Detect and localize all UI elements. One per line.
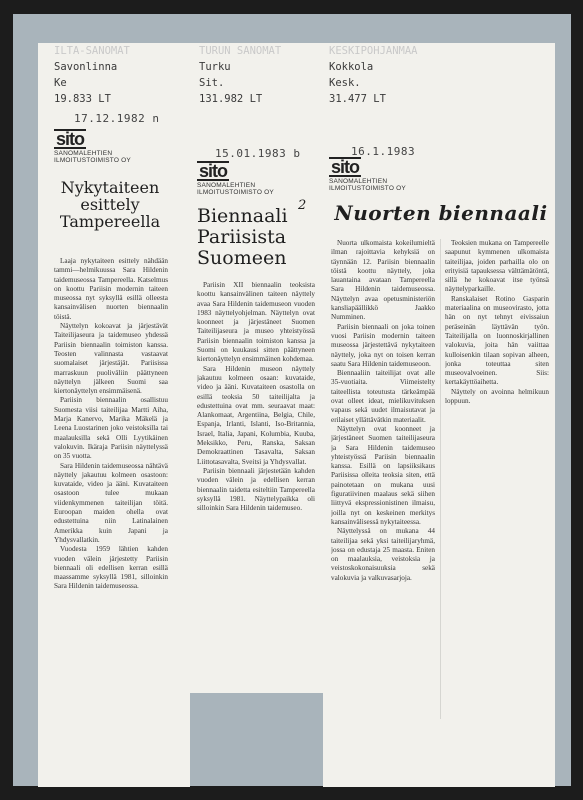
logo-word: sito [199,161,228,181]
paper-name: ILTA-SANOMAT [54,45,130,57]
weekday: Sit. [199,77,225,89]
paragraph: Nuorta ulkomaista kokeilumieltä ilman rajoittavia kehyksiä on täynnään 12. Pariisin biennaalin töistä koottu näyttely, joka lauantaina avataan Tampereella Sara Hildenin taidemuseossa. Näyttelyn avaa opetusministeriön kansliapäällikkö Jaakko Numminen. [331,239,435,322]
paragraph: Teoksien mukana on Tampereelle saapunut kymmenen ulkomaista taiteilijaa, joiden parhailla olo on erityisiä tapauksessa välttämätöntä, sillä he kokoavat itse työnsä näyttelyparkaille. [445,239,549,294]
article-body [54,257,168,687]
headline-line: Pariisista [197,226,287,248]
logo-word: sito [56,129,85,149]
clipping-1-header [54,43,130,107]
paragraph: Biennaaliin taiteilijat ovat alle 35-vuotiaita. Viimeistelty taiteellista toteutusta tärkeämpää ovat olleet ideat, mielikuvituksen vapaus sekä uudet ilmaisutavat ja erilaiset yllättävätkin materiaalit. [331,369,435,424]
paragraph: Laaja nykytaiteen esittely nähdään tammi—helmikuussa Sara Hildenin taidemuseossa Tampereella. Katselmus on koottu Pariisin modernin taiteen museossa nyt syksyllä esillä olleesta kansainvälisen nuorten biennaalin töistä. [54,257,168,321]
paragraph: Näyttely on avoinna helmikuun loppuun. [445,387,549,406]
paragraph: Näyttelyssä on mukana 44 taiteilijaa sekä yksi taiteilijaryhmä, jossa on edustaja 25 maasta. Eniten on maalauksia, veistoksia ja veistoskokonaisuuksia sekä valokuvia ja valkuvasarjoja. [331,527,435,582]
paragraph: Ranskalaiset Rotino Gasparin materiaalina on museovirasto, jotta hän on nyt tehnyt eivissaiun peräseinän läyttävän työn. Taiteilijalla on luonnoskirjallinen valokuvia, joita hän vaiittaa kulloisenkin tilaan sopivan alheen, jonka toteuttaa siten museovalvoeinen. Siis: kertakäyttöaihetta. [445,294,549,387]
paragraph: Pariisin XII biennaalin teoksista koottu kansainvälinen taiteen näyttely avaa Sara Hildenin taidemuseon vuoden 1983 näyttelyohjelman. Näyttelyn ovat koonneet ja järjestäneet Suomen Taiteilijaseura ja museo yhteistyössä Pariisin biennaalin toimiston kanssa ja Suomi on kuukausi sitten päättyneen kiertonäyttelyn ensimmäinen kohdemaa. [197,281,315,364]
column-divider [440,239,441,719]
mounting-sheet [13,14,571,786]
logo-line-1: SANOMALEHTIEN [329,178,388,185]
paper-name: TURUN SANOMAT [199,45,282,57]
paragraph: Vuodesta 1959 lähtien kahden vuoden välein järjestetty Pariisin biennaali oli edellisen kerran esillä maassamme syksyllä 1981, silloinkin Sara Hildenin taidemuseossa. [54,545,168,591]
city: Turku [199,61,231,73]
headline-line: Suomeen [197,247,287,269]
sito-logo [329,157,439,192]
clipping-2-header [199,43,281,107]
date-stamp: 15.01.1983 b [215,147,301,160]
article-column-2 [445,239,549,529]
headline: Nuorten biennaali [334,201,548,225]
headline-line: Biennaali [197,205,288,227]
circulation: 31.477 LT [329,93,386,105]
article-body [197,281,315,681]
circulation: 131.982 LT [199,93,263,105]
clipping-2 [183,43,333,693]
logo-line-2: ILMOITUSTOIMISTO OY [329,185,406,192]
circulation: 19.833 LT [54,93,111,105]
logo-word: sito [331,157,360,177]
paragraph: Sara Hildenin taidemuseossa nähtävä näyttely jakautuu kolmeen osastoon: kuvataide, video ja ääni. Kuvataiteen osastoon tulee mukaan viidenkymmenen taiteilijan töitä. Euroopan maiden ohella ovat edustettuina niin Latinalainen Amerikka kuin Japani ja Yhdysvallatkin. [54,461,168,544]
date-stamp: 17.12.1982 n [74,112,160,125]
logo-line-2: ILMOITUSTOIMISTO OY [54,157,131,164]
paragraph: Näyttelyn ovat koonneet ja järjestäneet Suomen taiteilijaseura ja Sara Hildenin taidemuseo yhteistyössä Pariisin biennaalin kanssa. Esillä on lapsiiksikaus Pariisissa olleita teoksia siten, että painotetaan on mukana uusi figuratiivinen maalaus sekä siihen liittyvä ekspressionistinen ilmaisu, joilla nyt on keskeinen merkitys kansainvälisessä nykytaiteessa. [331,424,435,526]
paragraph: Sara Hildenin museon näyttely jakautuu kolmeen osaan: kuvataide, video ja ääni. Kuvataiteen osastolla on esillä teoksia 50 taiteilijalta ja edustettuina ovat mm. seuraavat maat: Alankomaat, Argentiina, Belgia, Chile, Espanja, Irlanti, Islanti, Iso-Britannia, Israel, Italia, Japani, Kolumbia, Kuuba, Meksikko, Peru, Ranska, Saksan Demokraattinen Tasavalta, Saksan Liittotasavalta, Sveitsi ja Yhdysvallat. [197,364,315,466]
clipping-1 [38,43,190,787]
headline: Nykytaiteen esittely Tampereella [59,178,161,231]
handwritten-number: 2 [298,198,307,213]
article-column-1 [331,239,435,729]
clipping-3-header [329,43,418,107]
city: Kokkola [329,61,374,73]
paragraph: Pariisin biennaali järjestetään kahden vuoden välein ja edellisen kerran biennaalin taidetta esiteltiin Tampereella syksyllä 1981. Näyttelypaikka oli silloinkin Sara Hildenin taidemuseo. [197,466,315,513]
paragraph: Näyttelyn kokoavat ja järjestävät Taiteilijaseura ja taidemuseo yhdessä Pariisin biennaalin toimiston kanssa. Teosten valinnasta vastaavat suomalaiset järjestäjät. Pariisissa marraskuun puoliväliin päättyneen näyttelyn jälkeen Suomi saa kiertonäyttelyn ensimmäisenä. [54,322,168,396]
weekday: Kesk. [329,77,361,89]
sito-logo [197,161,307,196]
paragraph: Pariisin biennaalin osallistuu Suomesta viisi taiteilijaa Martti Aiha, Marja Kanervo, Marika Mäkelä ja Leena Luostarinen joko veistoksilla tai maalauksilla sekä Olli Lyytikäinen valokuvin. Ikäraja Pariisin näyttelyssä on 35 vuotta. [54,396,168,461]
logo-line-1: SANOMALEHTIEN [197,182,256,189]
sito-logo [54,129,164,164]
date-stamp: 16.1.1983 [351,145,416,158]
headline [197,206,307,269]
city: Savonlinna [54,61,118,73]
clipping-3 [323,43,555,787]
paragraph: Pariisin biennaali on joka toinen vuosi Pariisin modernin taiteen museossa järjestettävä nykytaiteen näyttely, joka nyt on toisen kerran saatu Sara Hildenin taidemuseoon. [331,322,435,368]
weekday: Ke [54,77,67,89]
logo-line-2: ILMOITUSTOIMISTO OY [197,189,274,196]
logo-line-1: SANOMALEHTIEN [54,150,113,157]
paper-name: KESKIPOHJANMAA [329,45,418,57]
